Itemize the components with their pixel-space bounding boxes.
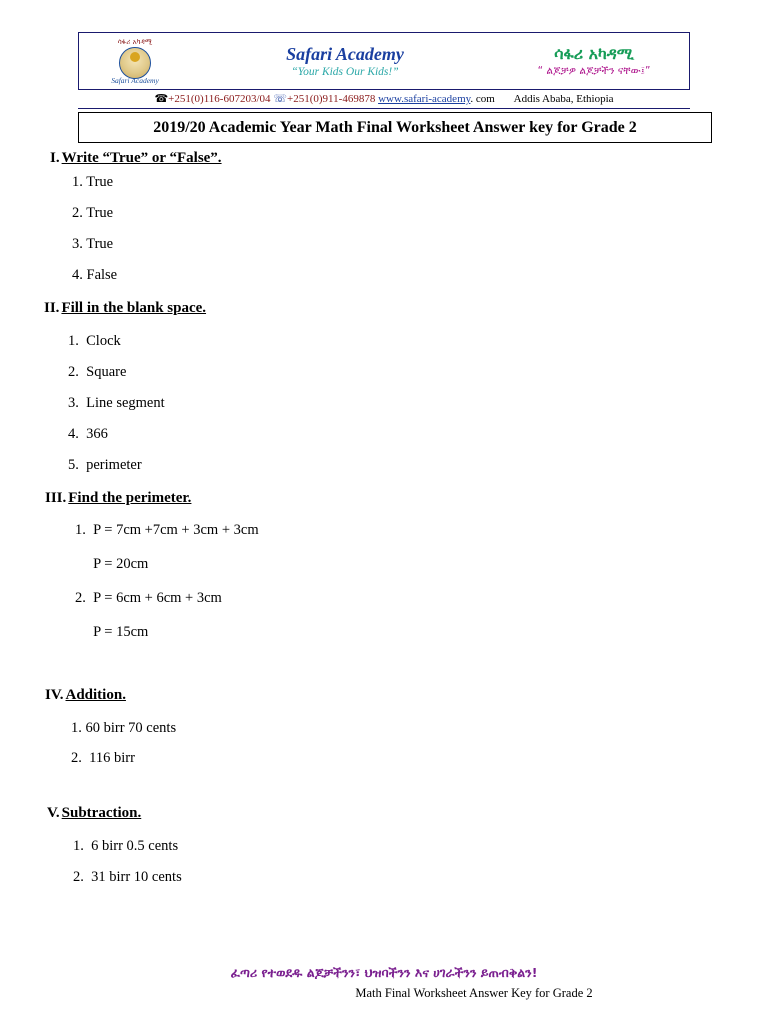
school-name-am: ሳፋሪ አካዳሚ bbox=[554, 43, 634, 63]
list-item: 1. 6 birr 0.5 cents bbox=[73, 838, 179, 854]
section-v-heading bbox=[47, 805, 182, 822]
section-v-title: Subtraction. bbox=[61, 805, 142, 821]
list-item: 3. True bbox=[72, 236, 114, 252]
section-iii-title: Find the perimeter. bbox=[68, 490, 192, 506]
contact-address: Addis Ababa, Ethiopia bbox=[513, 93, 614, 105]
page-title: 2019/20 Academic Year Math Final Worksheet Answer key for Grade 2 bbox=[153, 118, 637, 136]
section-v-items bbox=[47, 831, 182, 893]
section-i-numeral: I. bbox=[50, 150, 60, 166]
list-item: 4. False bbox=[72, 267, 118, 283]
mobile-phone-icon: ☏ bbox=[273, 93, 288, 105]
school-motto-en: “Your Kids Our Kids!” bbox=[291, 66, 399, 79]
telephone-icon: ☎ bbox=[154, 93, 169, 105]
section-iii-numeral: III. bbox=[45, 490, 67, 506]
section-iii-heading bbox=[45, 490, 259, 507]
list-item: 4. 366 bbox=[68, 426, 108, 442]
section-i-title: Write “True” or “False”. bbox=[61, 150, 222, 166]
section-v-numeral: V. bbox=[47, 805, 60, 821]
school-name-part2: Academy bbox=[335, 43, 404, 64]
logo-script-text: Safari Academy bbox=[111, 76, 159, 85]
worksheet-title-box bbox=[78, 112, 712, 143]
section-iv-title: Addition. bbox=[65, 687, 126, 703]
list-item: 1. 60 birr 70 cents bbox=[71, 720, 177, 736]
list-item: P = 15cm bbox=[75, 624, 149, 640]
section-ii-heading bbox=[44, 300, 206, 317]
section-i-items bbox=[50, 167, 222, 291]
list-item: P = 20cm bbox=[75, 556, 149, 572]
contact-website-suffix: . com bbox=[470, 93, 495, 105]
section-iv-items bbox=[45, 713, 176, 773]
school-motto-am: “ ልጆቻዎ ልጆቻችን ናቸው፤” bbox=[537, 64, 651, 77]
list-item: 2. 31 birr 10 cents bbox=[73, 869, 182, 885]
section-v bbox=[47, 805, 182, 893]
school-name-part1: Safari bbox=[286, 43, 336, 64]
contact-mobile: +251(0)911-469878 bbox=[287, 93, 376, 105]
section-iii-items bbox=[45, 519, 259, 643]
logo-amharic-text: ሳፋሪ አካዳሚ bbox=[117, 38, 153, 46]
section-i bbox=[50, 150, 222, 291]
section-iv-numeral: IV. bbox=[45, 687, 64, 703]
school-identity-am bbox=[499, 44, 689, 78]
section-ii-title: Fill in the blank space. bbox=[61, 300, 207, 316]
list-item: 2. P = 6cm + 6cm + 3cm bbox=[75, 590, 222, 606]
section-iv bbox=[45, 687, 176, 773]
school-identity-en bbox=[191, 43, 499, 80]
list-item: 1. True bbox=[72, 174, 114, 190]
section-ii-numeral: II. bbox=[44, 300, 60, 316]
section-ii bbox=[44, 300, 206, 481]
list-item: 5. perimeter bbox=[68, 457, 142, 473]
section-ii-items bbox=[44, 326, 206, 481]
list-item: 1. Clock bbox=[68, 333, 121, 349]
list-item: 2. Square bbox=[68, 364, 127, 380]
contact-bar bbox=[78, 92, 690, 105]
list-item: 1. P = 7cm +7cm + 3cm + 3cm bbox=[75, 522, 259, 538]
contact-telephone: +251(0)116-607203/04 bbox=[168, 93, 271, 105]
footer-caption-row bbox=[0, 986, 768, 1001]
school-logo bbox=[79, 33, 191, 89]
letterhead bbox=[78, 32, 690, 90]
section-iii bbox=[45, 490, 259, 643]
section-iv-heading bbox=[45, 687, 176, 704]
section-i-heading bbox=[50, 150, 222, 167]
logo-sun-icon bbox=[130, 52, 140, 62]
footer-amharic-message: ፈጣሪ የተወደዱ ልጆቻችንን፣ ህዝባችንን እና ሀገራችንን ይጠብቅልን! bbox=[230, 965, 538, 980]
contact-divider bbox=[78, 108, 690, 109]
list-item: 3. Line segment bbox=[68, 395, 165, 411]
list-item: 2. True bbox=[72, 205, 114, 221]
list-item: 2. 116 birr bbox=[71, 750, 135, 766]
contact-website-link[interactable]: www.safari-academy bbox=[378, 93, 471, 105]
footer-caption: Math Final Worksheet Answer Key for Grade 2 bbox=[355, 986, 593, 1000]
